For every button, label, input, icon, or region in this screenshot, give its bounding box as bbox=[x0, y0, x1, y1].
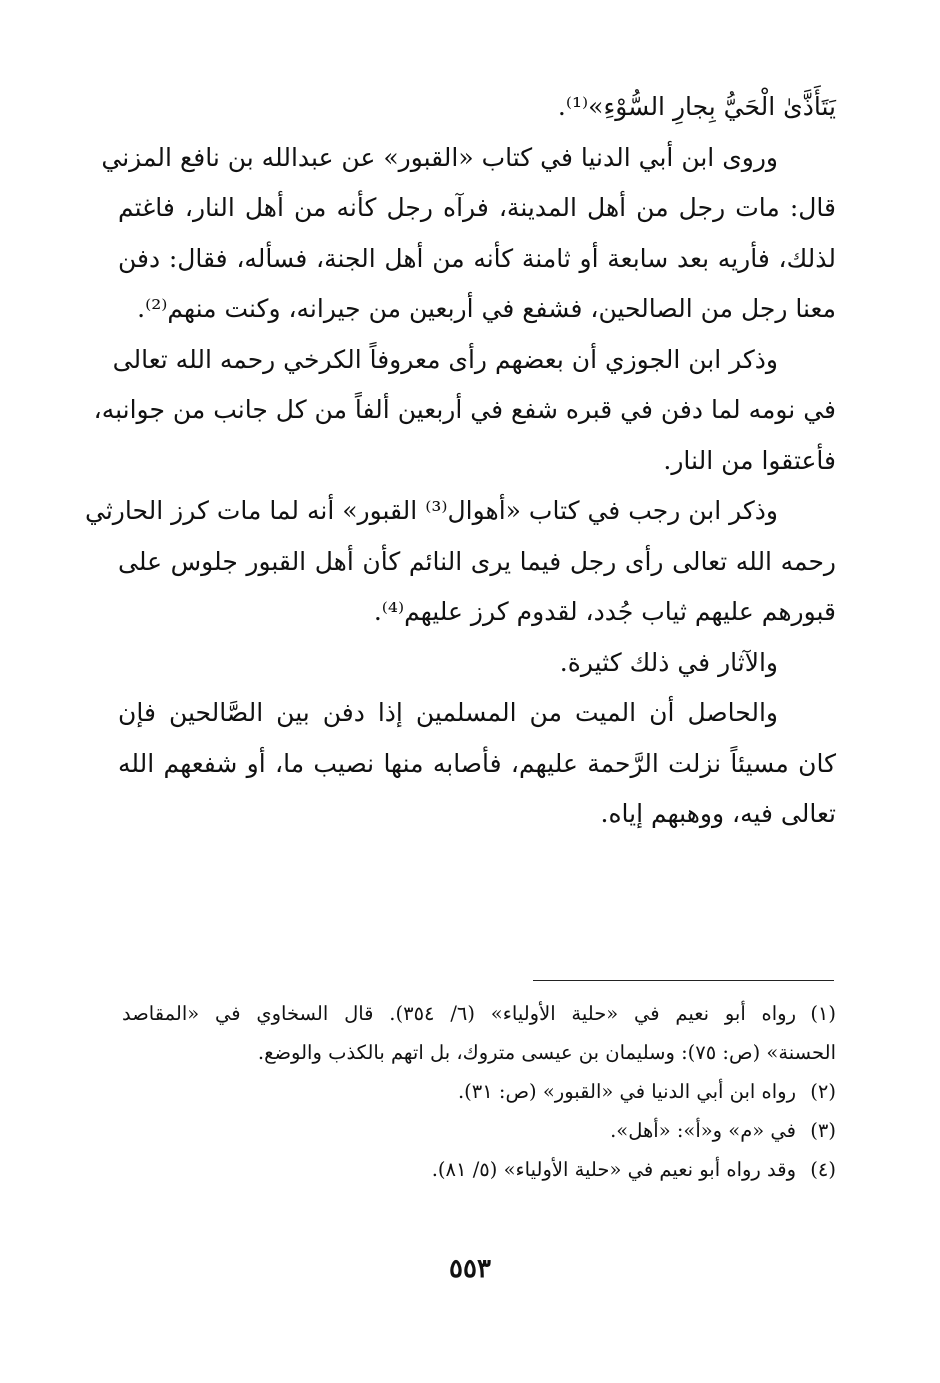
footnote-text: الحسنة» (ص: ٧٥): وسليمان بن عيسى متروك، بل اتهم بالكذب والوضع. bbox=[257, 1041, 836, 1064]
text-line: قال: مات رجل من أهل المدينة، فرآه رجل كأنه من أهل النار، فاغتم bbox=[118, 193, 836, 222]
footnote-number: (٢) bbox=[810, 1080, 836, 1103]
text-line: قبورهم عليهم ثياب جُدد، لقدوم كرز عليهم⁽⁴⁾. bbox=[373, 597, 836, 626]
text-line: وروى ابن أبي الدنيا في كتاب «القبور» عن عبدالله بن نافع المزني bbox=[101, 142, 778, 172]
text-line: لذلك، فأريه بعد سابعة أو ثامنة كأنه من أهل الجنة، فسأله، فقال: دفن bbox=[118, 243, 836, 273]
text-line: في نومه لما دفن في قبره شفع في أربعين ألفاً من كل جانب من جوانبه، bbox=[93, 395, 836, 424]
text-line: معنا رجل من الصالحين، فشفع في أربعين من جيرانه، وكنت منهم⁽²⁾. bbox=[137, 294, 836, 323]
footnotes bbox=[122, 994, 836, 1189]
text-line: وذكر ابن رجب في كتاب «أهوال⁽³⁾ القبور» أنه لما مات كرز الحارثي bbox=[84, 496, 778, 525]
footnote-text: في «م» و«أ»: «أهل». bbox=[610, 1119, 796, 1142]
footnote-text: رواه ابن أبي الدنيا في «القبور» (ص: ٣١). bbox=[457, 1080, 796, 1103]
footnote-number: (١) bbox=[810, 1002, 837, 1025]
footnote-line bbox=[122, 1033, 836, 1072]
footnote-line bbox=[122, 1072, 836, 1111]
footnote-separator bbox=[533, 980, 834, 981]
main-text bbox=[84, 82, 836, 840]
text-line: كان مسيئاً نزلت الرَّحمة عليهم، فأصابه منها نصيب ما، أو شفعهم الله bbox=[118, 748, 836, 778]
footnote-number: (٣) bbox=[810, 1119, 836, 1142]
footnote-line bbox=[122, 1111, 836, 1150]
text-line: والآثار في ذلك كثيرة. bbox=[559, 647, 778, 677]
text-line: والحاصل أن الميت من المسلمين إذا دفن بين الصَّالحين فإن bbox=[118, 698, 778, 727]
text-line: يَتَأَذَّىٰ الْحَيُّ بِجارِ السُّوْءِ»⁽¹⁾. bbox=[557, 92, 836, 121]
text-line: تعالى فيه، ووهبهم إياه. bbox=[600, 799, 836, 828]
footnote-line bbox=[122, 1150, 836, 1189]
footnote-text: وقد رواه أبو نعيم في «حلية الأولياء» (٥/ ٨١). bbox=[431, 1158, 796, 1181]
footnote-line bbox=[122, 994, 836, 1033]
text-line: وذكر ابن الجوزي أن بعضهم رأى معروفاً الكرخي رحمه الله تعالى bbox=[112, 344, 778, 374]
page-number: ٥٥٣ bbox=[449, 1254, 491, 1284]
footnote-number: (٤) bbox=[810, 1158, 836, 1181]
text-line: رحمه الله تعالى رأى رجل فيما يرى النائم كأن أهل القبور جلوس على bbox=[118, 546, 836, 576]
footnote-text: رواه أبو نعيم في «حلية الأولياء» (٦/ ٣٥٤). قال السخاوي في «المقاصد bbox=[122, 1002, 797, 1025]
text-line: فأعتقوا من النار. bbox=[663, 445, 836, 475]
